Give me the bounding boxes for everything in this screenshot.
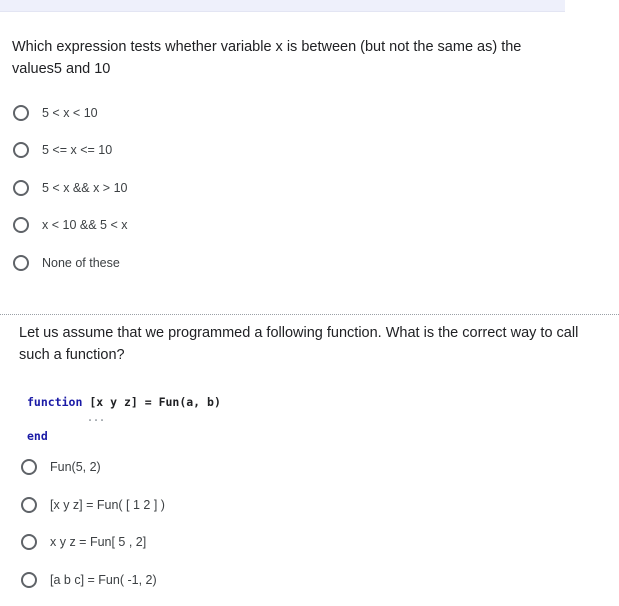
radio-button-icon[interactable] — [21, 459, 37, 475]
previous-question-card-edge — [0, 0, 565, 12]
q2-option-4[interactable] — [21, 572, 157, 588]
option-label: x y z = Fun[ 5 , 2] — [50, 535, 147, 549]
code-keyword-function: function — [27, 395, 83, 409]
option-label: 5 < x < 10 — [42, 106, 98, 120]
option-label: [a b c] = Fun( -1, 2) — [50, 573, 157, 587]
q1-option-5[interactable] — [13, 255, 120, 271]
code-keyword-end: end — [27, 429, 48, 443]
option-label: None of these — [42, 256, 120, 270]
question-2-title: Let us assume that we programmed a following function. What is the correct way to call such a function? — [19, 325, 579, 363]
radio-button-icon[interactable] — [13, 255, 29, 271]
section-divider — [0, 314, 619, 315]
option-label: [x y z] = Fun( [ 1 2 ] ) — [50, 498, 165, 512]
q1-option-3[interactable] — [13, 180, 127, 196]
q2-option-3[interactable] — [21, 534, 146, 550]
q2-option-1[interactable] — [21, 459, 101, 475]
code-ellipsis: ... — [87, 413, 106, 424]
q1-option-2[interactable] — [13, 142, 112, 158]
code-signature: [x y z] = Fun(a, b) — [89, 395, 221, 409]
question-1-title: Which expression tests whether variable x is between (but not the same as) the values5 and 10 — [12, 39, 522, 77]
option-label: Fun(5, 2) — [50, 460, 101, 474]
q2-option-2[interactable] — [21, 497, 165, 513]
code-signature-line — [27, 395, 221, 409]
radio-button-icon[interactable] — [13, 142, 29, 158]
radio-button-icon[interactable] — [21, 572, 37, 588]
radio-button-icon[interactable] — [13, 105, 29, 121]
option-label: 5 < x && x > 10 — [42, 181, 128, 195]
radio-button-icon[interactable] — [13, 180, 29, 196]
option-label: x < 10 && 5 < x — [42, 218, 128, 232]
q1-option-1[interactable] — [13, 105, 98, 121]
q1-option-4[interactable] — [13, 217, 127, 233]
radio-button-icon[interactable] — [21, 497, 37, 513]
radio-button-icon[interactable] — [13, 217, 29, 233]
radio-button-icon[interactable] — [21, 534, 37, 550]
option-label: 5 <= x <= 10 — [42, 143, 113, 157]
